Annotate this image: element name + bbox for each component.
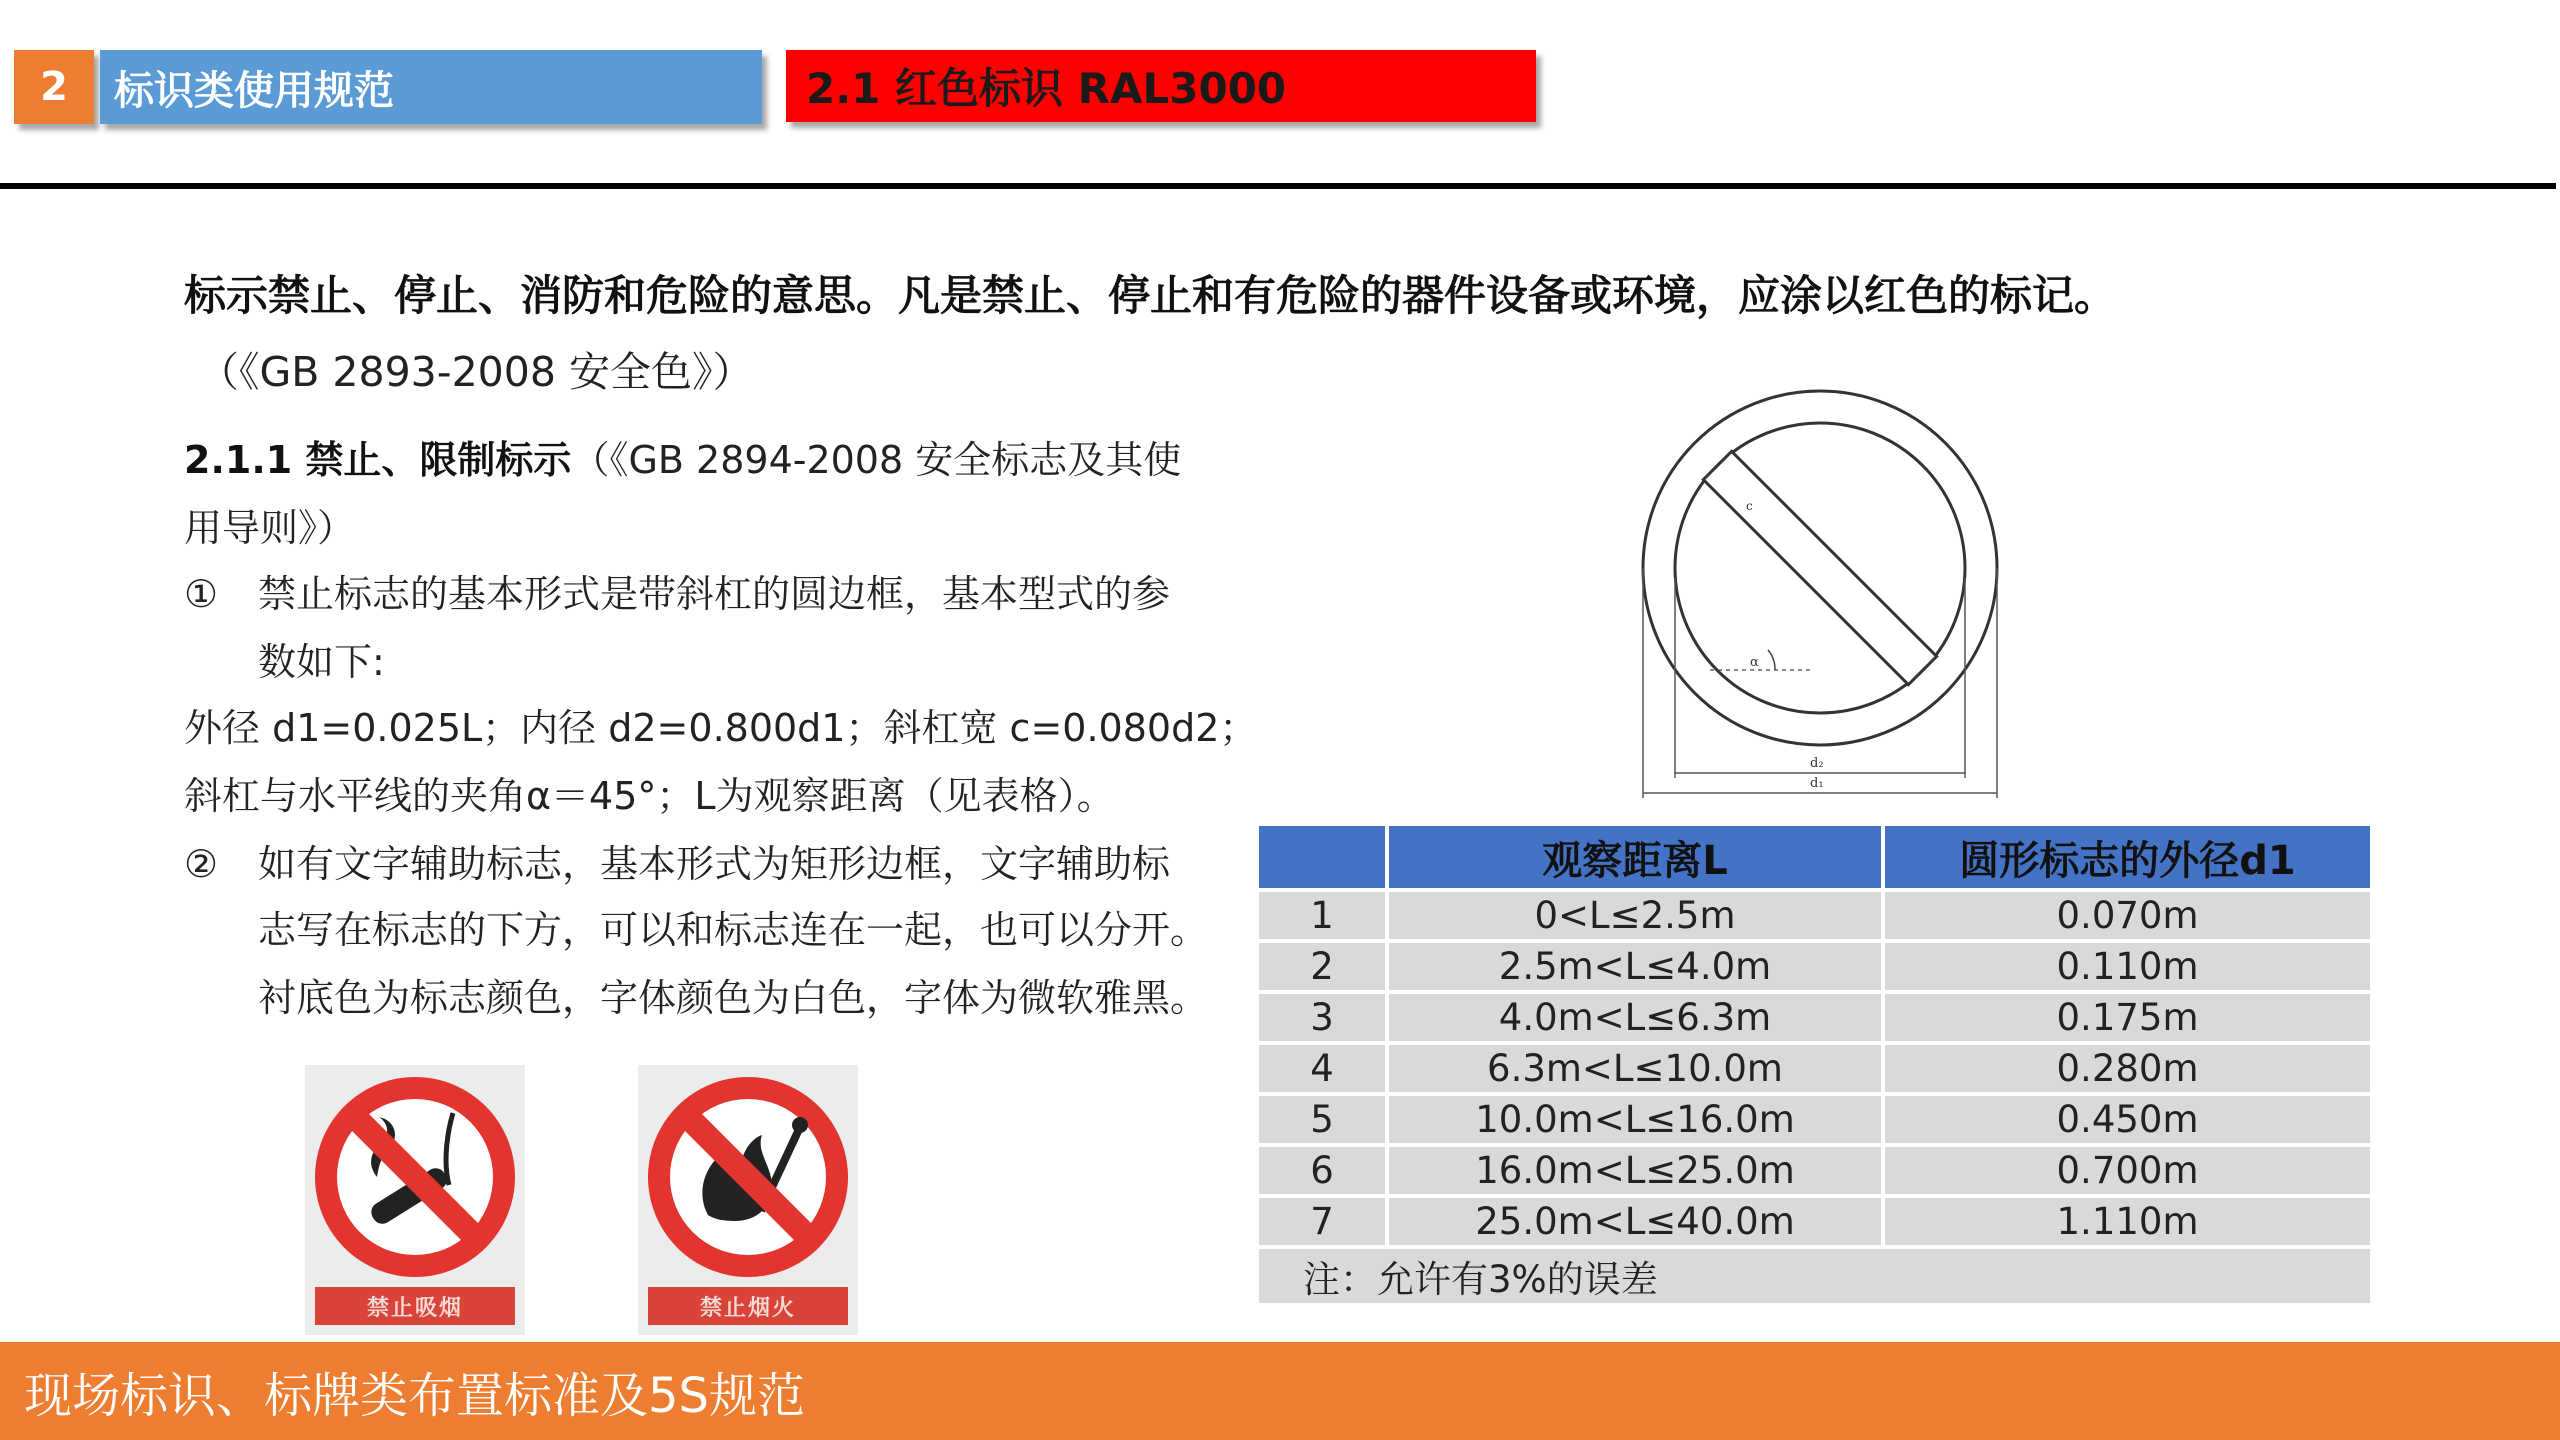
table-cell: 10.0m<L≤16.0m xyxy=(1387,1094,1883,1145)
table-cell: 0<L≤2.5m xyxy=(1387,890,1883,941)
table-cell: 5 xyxy=(1257,1094,1387,1145)
table-cell: 1.110m xyxy=(1883,1196,2372,1247)
subsection-title: 2.1 红色标识 RAL3000 xyxy=(786,50,1536,122)
subsection-heading xyxy=(184,436,1181,484)
item-2-marker: ② xyxy=(184,842,219,886)
table-row xyxy=(1257,1145,2372,1196)
subsection-heading-ref: （《GB 2894-2008 安全标志及其使 xyxy=(571,438,1182,482)
diagram-angle-arc xyxy=(1768,650,1775,670)
table-note-row xyxy=(1257,1247,2372,1305)
table-header-cell xyxy=(1257,824,1387,890)
table-row xyxy=(1257,1043,2372,1094)
table-row xyxy=(1257,890,2372,941)
sample-sign-no-open-flame xyxy=(638,1065,858,1335)
table-cell: 2.5m<L≤4.0m xyxy=(1387,941,1883,992)
table-header-row xyxy=(1257,824,2372,890)
table-header-cell: 观察距离L xyxy=(1387,824,1883,890)
table-cell: 0.175m xyxy=(1883,992,2372,1043)
prohibition-sign-diagram xyxy=(1600,388,2020,808)
table-row xyxy=(1257,941,2372,992)
diagram-label-alpha: α xyxy=(1750,655,1759,670)
table-cell: 4.0m<L≤6.3m xyxy=(1387,992,1883,1043)
sample-label-no-smoking: 禁止吸烟 xyxy=(315,1287,515,1325)
table-cell: 4 xyxy=(1257,1043,1387,1094)
table-cell: 6 xyxy=(1257,1145,1387,1196)
table-cell: 0.450m xyxy=(1883,1094,2372,1145)
section-title: 标识类使用规范 xyxy=(100,50,762,124)
footer-bar xyxy=(0,1342,2560,1440)
params-line-1: 外径 d1=0.025L；内径 d2=0.800d1；斜杠宽 c=0.080d2； xyxy=(184,706,1258,750)
table-row xyxy=(1257,992,2372,1043)
observation-distance-table xyxy=(1255,822,2374,1307)
table-note: 注：允许有3%的误差 xyxy=(1257,1247,2372,1305)
diagram-label-c: c xyxy=(1746,499,1753,513)
item-1-line-1: 禁止标志的基本形式是带斜杠的圆边框，基本型式的参 xyxy=(258,572,1171,616)
params-line-2: 斜杠与水平线的夹角α＝45°；L为观察距离（见表格）。 xyxy=(184,774,1115,818)
table-cell: 16.0m<L≤25.0m xyxy=(1387,1145,1883,1196)
diagram-label-d2: d₂ xyxy=(1810,756,1824,771)
table-cell: 6.3m<L≤10.0m xyxy=(1387,1043,1883,1094)
section-number-badge: 2 xyxy=(14,50,94,124)
footer-title: 现场标识、标牌类布置标准及5S规范 xyxy=(24,1367,806,1424)
table-cell: 3 xyxy=(1257,992,1387,1043)
item-2-line-2: 志写在标志的下方，可以和标志连在一起，也可以分开。 xyxy=(258,908,1209,952)
item-1-marker: ① xyxy=(184,572,219,616)
table-row xyxy=(1257,1196,2372,1247)
table-cell: 0.070m xyxy=(1883,890,2372,941)
no-open-flame-icon xyxy=(638,1065,858,1285)
sample-sign-no-smoking xyxy=(305,1065,525,1335)
table-cell: 2 xyxy=(1257,941,1387,992)
table-cell: 25.0m<L≤40.0m xyxy=(1387,1196,1883,1247)
lead-statement: 标示禁止、停止、消防和危险的意思。凡是禁止、停止和有危险的器件设备或环境，应涂以红色的标记。 xyxy=(184,271,2117,320)
item-2-line-1: 如有文字辅助标志，基本形式为矩形边框，文字辅助标 xyxy=(258,842,1171,886)
diagram-slash xyxy=(1703,451,1936,684)
header-divider xyxy=(0,183,2556,189)
table-cell: 1 xyxy=(1257,890,1387,941)
item-1-line-2: 数如下: xyxy=(258,640,385,684)
table-cell: 7 xyxy=(1257,1196,1387,1247)
sample-label-no-open-flame: 禁止烟火 xyxy=(648,1287,848,1325)
table-cell: 0.700m xyxy=(1883,1145,2372,1196)
table-row xyxy=(1257,1094,2372,1145)
lead-reference: （《GB 2893-2008 安全色》） xyxy=(198,348,754,396)
diagram-label-d1: d₁ xyxy=(1810,776,1824,791)
no-smoking-icon xyxy=(305,1065,525,1285)
table-header-cell: 圆形标志的外径d1 xyxy=(1883,824,2372,890)
table-cell: 0.280m xyxy=(1883,1043,2372,1094)
table-cell: 0.110m xyxy=(1883,941,2372,992)
item-2-line-3: 衬底色为标志颜色，字体颜色为白色，字体为微软雅黑。 xyxy=(258,976,1209,1020)
subsection-heading-ref-cont: 用导则》） xyxy=(184,506,356,550)
subsection-heading-bold: 2.1.1 禁止、限制标示 xyxy=(184,438,572,482)
